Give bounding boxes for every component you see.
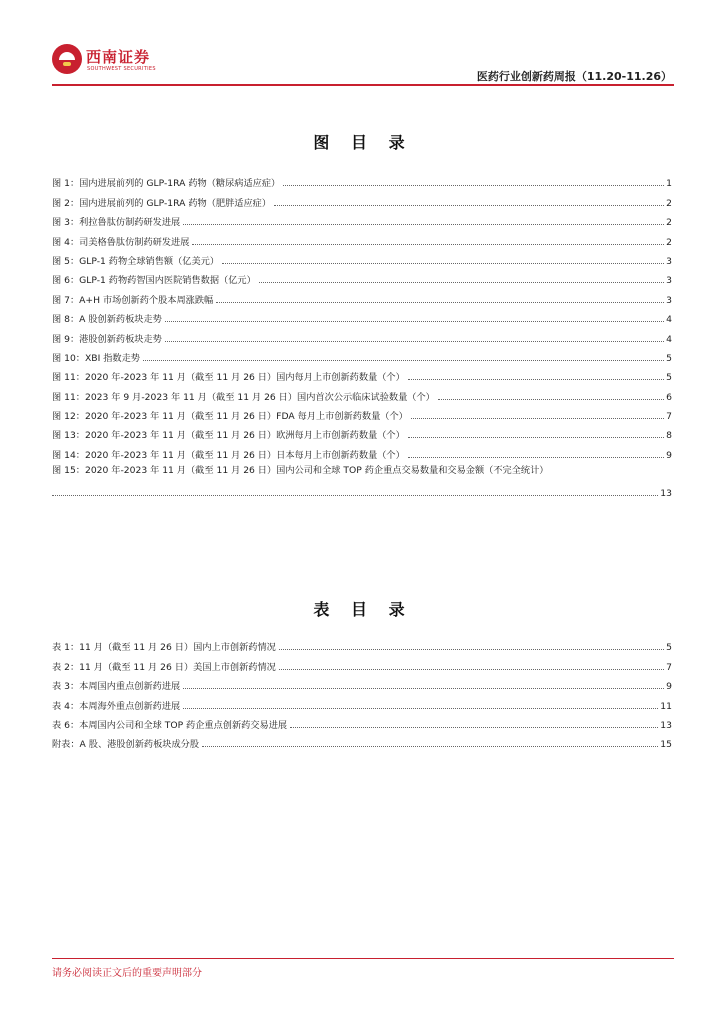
toc-entry-page: 9 bbox=[666, 449, 672, 461]
toc-entry-page: 13 bbox=[660, 487, 672, 499]
toc-entry[interactable] bbox=[52, 653, 672, 672]
figures-toc-title: 图 目 录 bbox=[313, 133, 413, 152]
toc-entry-label: 表 4：本周海外重点创新药进展 bbox=[52, 700, 181, 712]
toc-entry-continuation bbox=[52, 480, 672, 499]
footer-divider bbox=[52, 958, 674, 959]
toc-entry-page: 8 bbox=[666, 430, 672, 442]
toc-leader-dots bbox=[183, 708, 658, 709]
toc-entry-label: 图 3：利拉鲁肽仿制药研发进展 bbox=[52, 217, 181, 229]
toc-leader-dots bbox=[202, 746, 658, 747]
toc-entry[interactable] bbox=[52, 286, 672, 305]
toc-entry[interactable] bbox=[52, 403, 672, 422]
toc-entry-label: 图 9：港股创新药板块走势 bbox=[52, 333, 162, 345]
toc-entry-label: 图 10：XBI 指数走势 bbox=[52, 352, 140, 364]
toc-leader-dots bbox=[183, 688, 664, 689]
toc-leader-dots bbox=[165, 341, 664, 342]
toc-entry-label: 表 6：本周国内公司和全球 TOP 药企重点创新药交易进展 bbox=[52, 719, 288, 731]
toc-entry-label: 图 2：国内进展前列的 GLP-1RA 药物（肥胖适应症） bbox=[52, 197, 272, 209]
toc-entry-page: 2 bbox=[666, 236, 672, 248]
toc-entry[interactable] bbox=[52, 170, 672, 189]
toc-leader-dots bbox=[408, 457, 664, 458]
toc-leader-dots bbox=[290, 727, 658, 728]
tables-toc-title: 表 目 录 bbox=[313, 600, 413, 619]
toc-entry-page: 2 bbox=[666, 217, 672, 229]
toc-leader-dots bbox=[143, 360, 664, 361]
toc-leader-dots bbox=[279, 669, 664, 670]
toc-entry-page: 2 bbox=[666, 197, 672, 209]
toc-entry-label: 图 7：A+H 市场创新药个股本周涨跌幅 bbox=[52, 294, 214, 306]
toc-entry-label: 图 11：2023 年 9 月-2023 年 11 月（截至 11 月 26 日）国内首次公示临床试验数量（个） bbox=[52, 391, 435, 403]
toc-entry[interactable] bbox=[52, 731, 672, 750]
disclaimer-notice: 请务必阅读正文后的重要声明部分 bbox=[52, 968, 202, 979]
report-title: 医药行业创新药周报（11.20-11.26） bbox=[476, 70, 672, 83]
toc-leader-dots bbox=[216, 302, 664, 303]
toc-entry[interactable] bbox=[52, 364, 672, 383]
toc-entry-label: 表 1：11 月（截至 11 月 26 日）国内上市创新药情况 bbox=[52, 642, 276, 654]
toc-entry-label: 附表：A 股、港股创新药板块成分股 bbox=[52, 739, 200, 751]
toc-entry-page: 3 bbox=[666, 275, 672, 287]
logo-emblem-icon bbox=[52, 44, 82, 74]
toc-entry-label: 图 1：国内进展前列的 GLP-1RA 药物（糖尿病适应症） bbox=[52, 178, 281, 190]
toc-leader-dots bbox=[283, 185, 664, 186]
toc-entry-label: 图 14：2020 年-2023 年 11 月（截至 11 月 26 日）日本每月上市创新药数量（个） bbox=[52, 449, 405, 461]
page-header bbox=[52, 40, 674, 88]
company-name-en: SOUTHWEST SECURITIES bbox=[87, 66, 156, 72]
toc-entry[interactable] bbox=[52, 673, 672, 692]
toc-entry-page: 3 bbox=[666, 294, 672, 306]
figures-toc bbox=[52, 170, 672, 499]
toc-entry-label: 图 11：2020 年-2023 年 11 月（截至 11 月 26 日）国内每月上市创新药数量（个） bbox=[52, 372, 405, 384]
toc-entry[interactable] bbox=[52, 461, 672, 499]
toc-entry[interactable] bbox=[52, 306, 672, 325]
toc-entry[interactable] bbox=[52, 325, 672, 344]
toc-entry[interactable] bbox=[52, 345, 672, 364]
toc-entry[interactable] bbox=[52, 189, 672, 208]
toc-entry-page: 13 bbox=[660, 719, 672, 731]
toc-entry-page: 5 bbox=[666, 372, 672, 384]
toc-leader-dots bbox=[438, 399, 664, 400]
toc-entry[interactable] bbox=[52, 692, 672, 711]
toc-entry[interactable] bbox=[52, 441, 672, 460]
toc-entry-page: 4 bbox=[666, 333, 672, 345]
toc-entry[interactable] bbox=[52, 383, 672, 402]
toc-entry-label: 图 8：A 股创新药板块走势 bbox=[52, 314, 162, 326]
toc-entry-page: 15 bbox=[660, 739, 672, 751]
toc-entry-label: 图 4：司美格鲁肽仿制药研发进展 bbox=[52, 236, 190, 248]
toc-entry-page: 1 bbox=[666, 178, 672, 190]
toc-entry-page: 7 bbox=[666, 411, 672, 423]
toc-entry-label: 表 2：11 月（截至 11 月 26 日）美国上市创新药情况 bbox=[52, 661, 276, 673]
toc-leader-dots bbox=[165, 321, 664, 322]
toc-leader-dots bbox=[408, 379, 664, 380]
toc-entry-label: 表 3：本周国内重点创新药进展 bbox=[52, 681, 181, 693]
toc-entry[interactable] bbox=[52, 248, 672, 267]
toc-entry-page: 9 bbox=[666, 681, 672, 693]
toc-leader-dots bbox=[274, 205, 664, 206]
toc-entry-page: 11 bbox=[660, 700, 672, 712]
toc-entry-label: 图 6：GLP-1 药物药智国内医院销售数据（亿元） bbox=[52, 275, 256, 287]
company-name-cn: 西南证券 bbox=[86, 48, 151, 66]
toc-entry-page: 5 bbox=[666, 642, 672, 654]
toc-leader-dots bbox=[52, 495, 658, 496]
toc-entry[interactable] bbox=[52, 267, 672, 286]
toc-entry-page: 4 bbox=[666, 314, 672, 326]
header-divider bbox=[52, 84, 674, 86]
page-footer bbox=[52, 958, 674, 979]
toc-entry-page: 5 bbox=[666, 352, 672, 364]
toc-entry[interactable] bbox=[52, 712, 672, 731]
toc-entry-label: 图 5：GLP-1 药物全球销售额（亿美元） bbox=[52, 255, 220, 267]
tables-toc bbox=[52, 634, 672, 750]
toc-entry[interactable] bbox=[52, 228, 672, 247]
toc-entry[interactable] bbox=[52, 422, 672, 441]
toc-entry-label: 图 15：2020 年-2023 年 11 月（截至 11 月 26 日）国内公司和全球 TOP 药企重点交易数量和交易金额（不完全统计） bbox=[52, 464, 549, 476]
company-logo bbox=[52, 44, 192, 78]
toc-leader-dots bbox=[408, 437, 664, 438]
toc-entry-page: 6 bbox=[666, 391, 672, 403]
toc-leader-dots bbox=[279, 649, 664, 650]
toc-leader-dots bbox=[192, 244, 664, 245]
toc-entry-label: 图 12：2020 年-2023 年 11 月（截至 11 月 26 日）FDA 每月上市创新药数量（个） bbox=[52, 411, 408, 423]
toc-leader-dots bbox=[183, 224, 664, 225]
toc-entry[interactable] bbox=[52, 634, 672, 653]
toc-leader-dots bbox=[411, 418, 664, 419]
toc-entry-page: 7 bbox=[666, 661, 672, 673]
toc-leader-dots bbox=[222, 263, 664, 264]
toc-entry-label: 图 13：2020 年-2023 年 11 月（截至 11 月 26 日）欧洲每月上市创新药数量（个） bbox=[52, 430, 405, 442]
toc-entry-page: 3 bbox=[666, 255, 672, 267]
toc-leader-dots bbox=[259, 282, 664, 283]
toc-entry[interactable] bbox=[52, 209, 672, 228]
